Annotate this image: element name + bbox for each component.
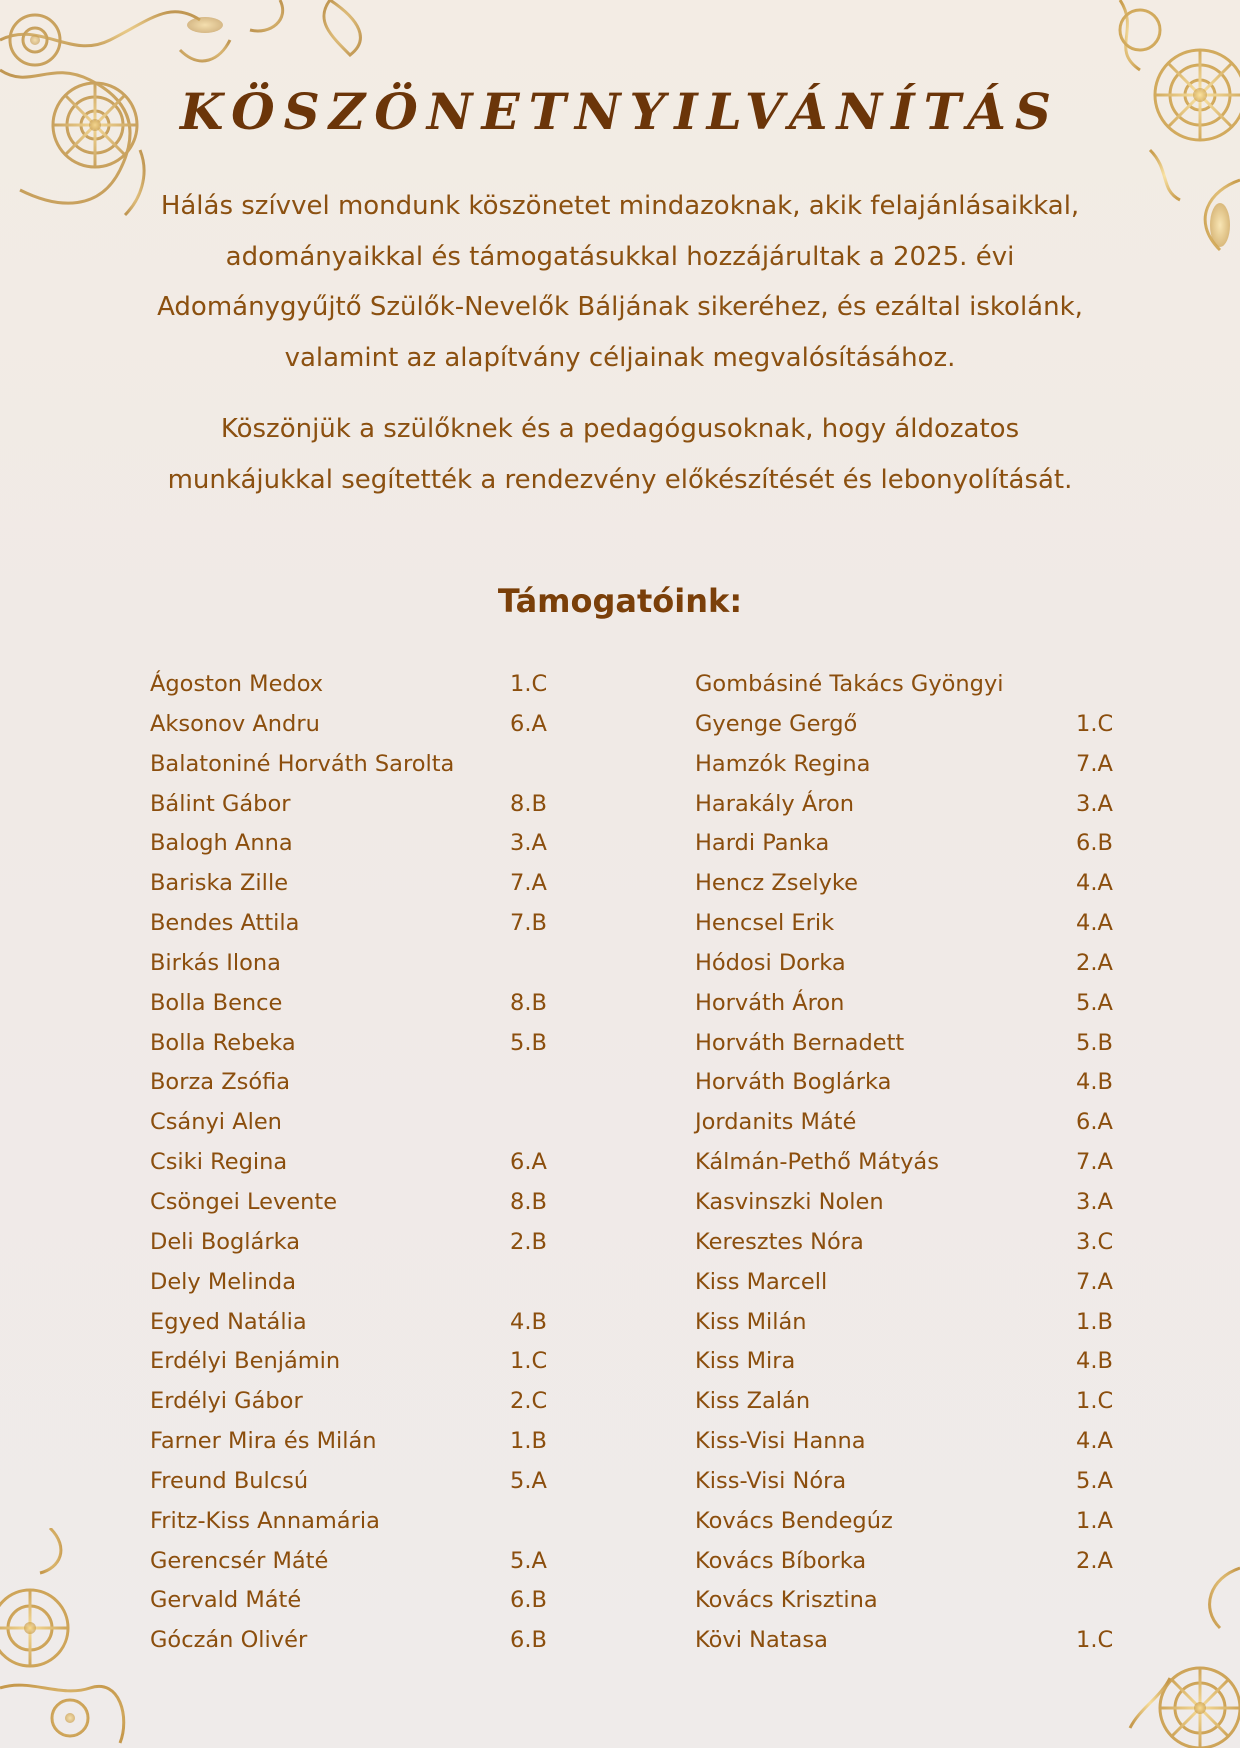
supporter-row xyxy=(695,1063,1125,1103)
supporter-class: 1.B xyxy=(510,1428,547,1455)
supporter-name: Erdélyi Gábor xyxy=(150,1388,303,1415)
supporter-row xyxy=(150,1462,550,1502)
supporter-class: 5.A xyxy=(1076,989,1113,1016)
supporter-name: Horváth Bernadett xyxy=(695,1029,905,1056)
supporter-row xyxy=(695,665,1125,705)
supporter-class: 1.B xyxy=(1076,1308,1113,1335)
supporter-class: 7.A xyxy=(1076,1149,1113,1176)
supporter-row xyxy=(695,904,1125,944)
supporter-class: 6.A xyxy=(510,1149,547,1176)
supporter-row xyxy=(150,1342,550,1382)
supporter-name: Hódosi Dorka xyxy=(695,949,846,976)
supporter-name: Csiki Regina xyxy=(150,1149,288,1176)
supporter-row xyxy=(695,1263,1125,1303)
supporter-name: Jordanits Máté xyxy=(695,1109,857,1136)
supporter-row xyxy=(695,745,1125,785)
supporter-row xyxy=(695,1502,1125,1542)
supporter-row xyxy=(150,1103,550,1143)
supporter-class: 1.C xyxy=(1076,1388,1114,1415)
supporter-row xyxy=(150,1183,550,1223)
supporter-row xyxy=(150,785,550,825)
supporter-name: Kovács Bendegúz xyxy=(695,1507,893,1534)
supporter-class: 7.A xyxy=(1076,750,1113,777)
supporter-name: Erdélyi Benjámin xyxy=(150,1348,341,1375)
supporter-class: 5.A xyxy=(510,1547,547,1574)
supporter-class: 8.B xyxy=(510,989,547,1016)
supporter-name: Gervald Máté xyxy=(150,1587,302,1614)
supporter-name: Bolla Rebeka xyxy=(150,1029,296,1056)
supporter-class: 4.B xyxy=(1076,1348,1113,1375)
supporter-name: Kasvinszki Nolen xyxy=(695,1188,884,1215)
supporter-class: 8.B xyxy=(510,790,547,817)
supporter-name: Gerencsér Máté xyxy=(150,1547,329,1574)
supporter-name: Kovács Krisztina xyxy=(695,1587,878,1614)
supporter-name: Kiss Marcell xyxy=(695,1268,828,1295)
supporter-row xyxy=(150,1621,550,1661)
supporter-name: Dely Melinda xyxy=(150,1268,296,1295)
supporter-name: Horváth Boglárka xyxy=(695,1069,892,1096)
supporter-name: Kiss Zalán xyxy=(695,1388,811,1415)
supporter-row xyxy=(150,1422,550,1462)
supporter-name: Csányi Alen xyxy=(150,1109,282,1136)
supporter-row xyxy=(150,944,550,984)
supporter-class: 4.B xyxy=(510,1308,547,1335)
supporter-class: 4.A xyxy=(1076,870,1113,897)
supporter-class: 6.A xyxy=(510,710,547,737)
supporter-name: Horváth Áron xyxy=(695,989,845,1016)
supporter-class: 5.A xyxy=(510,1467,547,1494)
supporter-name: Kiss-Visi Hanna xyxy=(695,1428,866,1455)
supporter-class: 5.B xyxy=(1076,1029,1113,1056)
supporter-class: 7.A xyxy=(1076,1268,1113,1295)
supporter-class: 2.A xyxy=(1076,949,1113,976)
supporter-name: Gyenge Gergő xyxy=(695,710,858,737)
supporter-name: Kovács Bíborka xyxy=(695,1547,867,1574)
supporter-row xyxy=(150,1382,550,1422)
supporter-name: Bendes Attila xyxy=(150,910,300,937)
supporter-name: Góczán Olivér xyxy=(150,1627,308,1654)
supporter-name: Fritz-Kiss Annamária xyxy=(150,1507,380,1534)
supporter-name: Aksonov Andru xyxy=(150,710,320,737)
supporter-name: Bariska Zille xyxy=(150,870,289,897)
supporter-row xyxy=(695,1581,1125,1621)
supporter-row xyxy=(695,1342,1125,1382)
supporter-row xyxy=(150,1542,550,1582)
supporter-name: Kálmán-Pethő Mátyás xyxy=(695,1149,939,1176)
supporter-class: 1.C xyxy=(510,671,548,697)
supporter-class: 4.A xyxy=(1076,910,1113,937)
supporter-class: 1.C xyxy=(1076,710,1114,737)
supporter-class: 3.A xyxy=(510,830,547,857)
supporter-row xyxy=(150,1143,550,1183)
supporter-row xyxy=(695,944,1125,984)
supporters-list-right xyxy=(695,665,1125,1661)
supporter-row xyxy=(695,705,1125,745)
supporter-name: Keresztes Nóra xyxy=(695,1228,864,1255)
supporter-row xyxy=(150,1024,550,1064)
supporter-class: 6.B xyxy=(510,1627,547,1654)
supporter-row xyxy=(150,705,550,745)
supporter-class: 6.A xyxy=(1076,1109,1113,1136)
supporter-row xyxy=(150,984,550,1024)
supporter-class: 7.A xyxy=(510,870,547,897)
gold-lace-corner-bottom-left xyxy=(0,1528,140,1748)
supporter-row xyxy=(695,1024,1125,1064)
supporter-class: 4.A xyxy=(1076,1428,1113,1455)
supporter-row xyxy=(695,1621,1125,1661)
supporter-name: Csöngei Levente xyxy=(150,1188,338,1215)
supporter-row xyxy=(150,1063,550,1103)
supporter-name: Borza Zsófia xyxy=(150,1069,291,1096)
supporter-row xyxy=(695,1462,1125,1502)
supporter-row xyxy=(695,864,1125,904)
supporter-row xyxy=(150,864,550,904)
supporter-name: Freund Bulcsú xyxy=(150,1467,309,1494)
supporter-row xyxy=(695,1143,1125,1183)
thanks-paragraph-2: Köszönjük a szülőknek és a pedagógusoknak, hogy áldozatos munkájukkal segítették a rendezvény előkészítését és lebonyolítását. xyxy=(167,414,1073,495)
supporter-row xyxy=(150,1223,550,1263)
supporter-row xyxy=(150,1263,550,1303)
supporter-class: 8.B xyxy=(510,1188,547,1215)
supporter-name: Birkás Ilona xyxy=(150,949,281,976)
supporter-name: Balogh Anna xyxy=(150,830,293,857)
supporter-name: Farner Mira és Milán xyxy=(150,1428,377,1455)
supporter-row xyxy=(150,824,550,864)
supporter-name: Hencsel Erik xyxy=(695,910,835,937)
supporter-name: Bolla Bence xyxy=(150,989,283,1016)
supporter-row xyxy=(695,1103,1125,1143)
supporter-class: 1.C xyxy=(510,1348,548,1375)
supporter-name: Kiss-Visi Nóra xyxy=(695,1467,847,1494)
supporter-name: Ágoston Medox xyxy=(150,671,324,697)
supporter-name: Egyed Natália xyxy=(150,1308,307,1335)
supporter-class: 3.A xyxy=(1076,1188,1113,1215)
thanks-paragraph-1: Hálás szívvel mondunk köszönetet mindazoknak, akik felajánlásaikkal, adományaikkal és támogatásukkal hozzájárultak a 2025. évi Adománygyűjtő Szülők-Nevelők Báljának sikeréhez, és ezáltal iskolánk, valamint az alapítvány céljainak megvalósításához. xyxy=(157,191,1083,373)
supporter-name: Kövi Natasa xyxy=(695,1627,828,1654)
supporter-class: 5.A xyxy=(1076,1467,1113,1494)
supporter-row xyxy=(150,1303,550,1343)
supporter-name: Bálint Gábor xyxy=(150,790,291,817)
page-title: KÖSZÖNETNYILVÁNÍTÁS xyxy=(179,82,1061,141)
supporter-class: 6.B xyxy=(1076,830,1113,857)
supporter-row xyxy=(150,665,550,705)
supporter-row xyxy=(695,984,1125,1024)
supporter-row xyxy=(695,1303,1125,1343)
supporter-name: Kiss Milán xyxy=(695,1308,807,1335)
supporter-name: Harakály Áron xyxy=(695,790,855,817)
supporter-class: 7.B xyxy=(510,910,547,937)
supporter-row xyxy=(695,1542,1125,1582)
supporter-row xyxy=(695,824,1125,864)
supporter-row xyxy=(695,1223,1125,1263)
supporters-heading: Támogatóink: xyxy=(497,582,743,620)
supporter-class: 3.C xyxy=(1076,1228,1114,1255)
supporter-row xyxy=(150,1581,550,1621)
supporter-class: 4.B xyxy=(1076,1069,1113,1096)
supporters-list-left xyxy=(150,665,550,1661)
supporter-class: 2.C xyxy=(510,1388,548,1415)
supporter-name: Kiss Mira xyxy=(695,1348,796,1375)
supporter-name: Balatoniné Horváth Sarolta xyxy=(150,750,455,777)
supporter-class: 1.C xyxy=(1076,1627,1114,1654)
supporter-class: 5.B xyxy=(510,1029,547,1056)
supporter-name: Gombásiné Takács Gyöngyi xyxy=(695,671,1004,697)
supporter-name: Hamzók Regina xyxy=(695,750,871,777)
supporter-class: 2.A xyxy=(1076,1547,1113,1574)
supporter-row xyxy=(695,1382,1125,1422)
supporter-class: 3.A xyxy=(1076,790,1113,817)
supporter-row xyxy=(150,904,550,944)
supporter-name: Hencz Zselyke xyxy=(695,870,858,897)
supporter-row xyxy=(695,1183,1125,1223)
supporter-row xyxy=(695,1422,1125,1462)
supporter-row xyxy=(695,785,1125,825)
supporter-class: 6.B xyxy=(510,1587,547,1614)
supporter-name: Hardi Panka xyxy=(695,830,830,857)
supporter-row xyxy=(150,745,550,785)
supporter-name: Deli Boglárka xyxy=(150,1228,301,1255)
supporter-class: 2.B xyxy=(510,1228,547,1255)
supporter-row xyxy=(150,1502,550,1542)
supporter-class: 1.A xyxy=(1076,1507,1113,1534)
